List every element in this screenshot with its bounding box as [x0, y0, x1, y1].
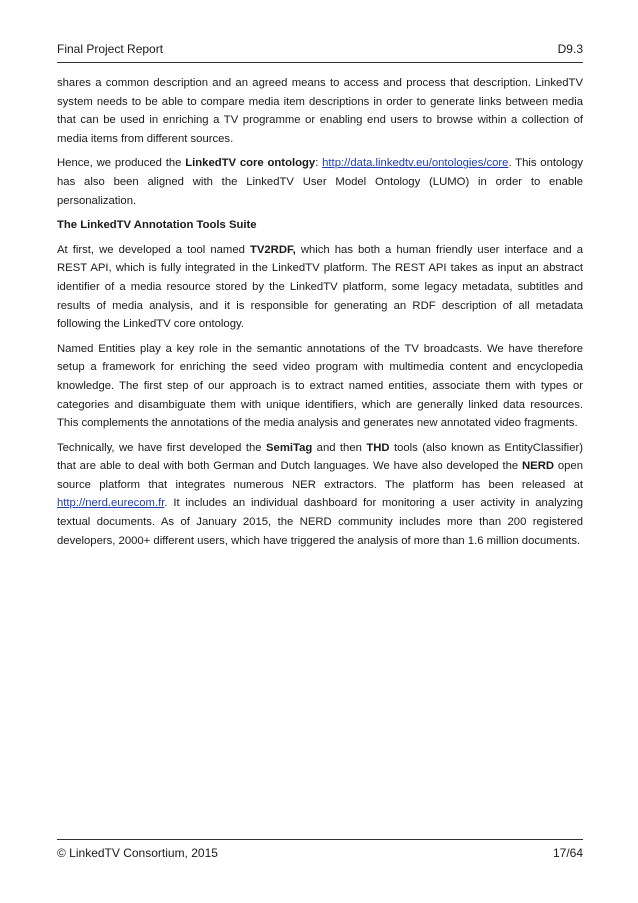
- p5-bold-thd: THD: [366, 441, 390, 454]
- p2-text-pre: Hence, we produced the: [57, 157, 186, 170]
- page-content: [57, 74, 583, 556]
- page-header: [57, 42, 583, 63]
- paragraph-2: [57, 154, 583, 210]
- p5-text-4: open source platform that integrates numerous NER extractors. The platform has been released at: [57, 460, 583, 491]
- p5-text-2: and then: [312, 441, 367, 454]
- section-heading: The LinkedTV Annotation Tools Suite: [57, 219, 257, 232]
- p2-text-mid: :: [315, 157, 323, 170]
- header-title: Final Project Report: [57, 42, 164, 56]
- paragraph-4: Named Entities play a key role in the semantic annotations of the TV broadcasts. We have therefore setup a framework for enriching the seed video program with multimedia content and encyclopedia knowledge. The first step of our approach is to extract named entities, associate them with types or categories and disambiguate them with unique identifiers, which are generally linked data resources. This complements the annotations of the media analysis and generates new annotated video fragments.: [57, 342, 583, 430]
- nerd-link[interactable]: http://nerd.eurecom.fr: [57, 497, 165, 510]
- footer-page-number: 17/64: [552, 846, 583, 860]
- p5-bold-semitag: SemiTag: [266, 441, 313, 454]
- p3-text-post: which has both a human friendly user interface and a REST API, which is fully integrated in the LinkedTV platform. The REST API takes as input an abstract identifier of a media resource stored by the LinkedTV platform, some legacy metadata, subtitles and results of media analysis, and it is responsible for generating an RDF description of all metadata following the LinkedTV core ontology.: [57, 243, 583, 331]
- ontology-link[interactable]: http://data.linkedtv.eu/ontologies/core: [322, 157, 509, 170]
- paragraph-1: shares a common description and an agreed means to access and process that description. LinkedTV system needs to be able to compare media item descriptions in order to generate links between media that can be used in enriching a TV programme or enabling end users to browse within a collection of media items from different sources.: [57, 77, 583, 145]
- p3-bold-tv2rdf: TV2RDF,: [249, 243, 296, 256]
- paragraph-3: [57, 241, 583, 334]
- p2-bold-ontology: LinkedTV core ontology: [185, 157, 316, 170]
- p5-text-5: . It includes an individual dashboard for monitoring a user activity in analyzing textual documents. As of January 2015, the NERD community includes more than 200 registered developers, 2000+ different users, which have triggered the analysis of more than 1.6 million documents.: [57, 497, 583, 547]
- p2-text-post: . This ontology has also been aligned with the LinkedTV User Model Ontology (LUMO) in order to enable personalization.: [57, 157, 584, 207]
- p5-text-1: Technically, we have first developed the: [57, 441, 266, 454]
- p3-text-pre: At first, we developed a tool named: [57, 243, 250, 256]
- paragraph-5: [57, 439, 583, 551]
- page-footer: [57, 839, 583, 860]
- p5-bold-nerd: NERD: [522, 460, 555, 473]
- header-doc-id: D9.3: [557, 42, 583, 56]
- p5-text-3: tools (also known as EntityClassifier) that are able to deal with both German and Dutch languages. We have also developed the: [57, 441, 583, 473]
- footer-copyright: © LinkedTV Consortium, 2015: [57, 846, 218, 860]
